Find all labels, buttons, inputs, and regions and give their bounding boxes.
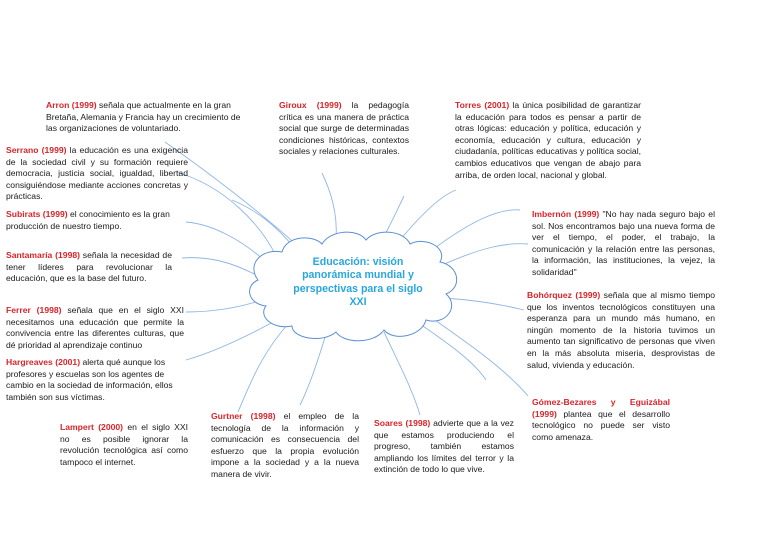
note-text: "No hay nada seguro bajo el sol. Nos encontramos bajo una nueva forma de ver el tiempo, el poder, el trabajo, la comunicación y la relación entre las personas, la información, las instituciones, la vejez, la solidaridad" — [532, 209, 715, 277]
connector-torres — [384, 196, 404, 236]
note-gomez-bezares — [532, 397, 670, 443]
connector-bohorquez — [444, 298, 524, 310]
note-author: Gurtner (1998) — [211, 411, 276, 421]
note-bohorquez — [527, 290, 715, 371]
connector-giroux — [322, 173, 336, 240]
connector-subirats — [186, 222, 266, 262]
note-author: Imbernón (1999) — [532, 209, 600, 219]
connector-ferrer — [186, 300, 262, 312]
note-text: el conocimiento es la gran producción de nuestro tiempo. — [6, 209, 170, 231]
note-author: Lampert (2000) — [60, 422, 124, 432]
note-author: Bohórquez (1999) — [527, 290, 601, 300]
connector-lampert — [238, 322, 290, 412]
connector-serrano-2 — [232, 200, 296, 250]
note-text: alerta qué aunque los profesores y escuelas son los agentes de cambio en la sociedad de información, ellos también son sus víctimas. — [6, 357, 173, 402]
note-santamaria — [6, 250, 172, 285]
note-author: Soares (1998) — [374, 418, 431, 428]
note-author: Santamaría (1998) — [6, 250, 80, 260]
note-text: advierte que a la vez que estamos produciendo el progreso, también estamos ampliando los límites del terror y la extinción de todo lo que vive. — [374, 418, 514, 475]
connector-imbernon — [432, 210, 520, 250]
note-serrano — [6, 145, 188, 203]
note-text: la educación es una exigencia de la sociedad civil y su formación requiere democracia, justicia social, igualdad, libertad consiguiéndose mediante acciones concretas y prácticas. — [6, 145, 188, 202]
note-text: la pedagogía crítica es una manera de práctica social que surge de determinadas condiciones históricas, contextos sociales y relaciones culturales. — [279, 100, 409, 157]
connector-santamaria — [182, 258, 258, 276]
note-ferrer — [6, 305, 184, 351]
note-author: Hargreaves (2001) — [6, 357, 81, 367]
note-text: el empleo de la tecnología de la información y comunicación es consecuencia del esfuerzo que la propia evolución impone a la sociedad y a la nueva manera de vivir. — [211, 411, 359, 479]
note-imbernon — [532, 209, 715, 279]
note-text: la única posibilidad de garantizar la educación para todos es pensar a partir de otras lógicas: educación y política, educación y economía, educación y cultura, educación y ciudadanía, políticas educativas y política social, cambios educativos que vengan de abajo para arriba, de orden local, nacional y global. — [455, 100, 641, 180]
connector-torres-2 — [400, 190, 456, 240]
connector-imbernon-2 — [440, 244, 528, 266]
connector-gurtner — [300, 328, 328, 405]
note-lampert — [60, 422, 188, 468]
note-torres — [455, 100, 641, 181]
note-text: señala que en el siglo XXI necesitamos una educación que permite la convivencia entre las diferentes culturas, que dé prioridad al aprendizaje continuo — [6, 305, 184, 350]
note-giroux — [279, 100, 409, 158]
note-author: Gómez-Bezares y Eguizábal (1999) — [532, 397, 670, 419]
note-subirats — [6, 209, 188, 232]
central-topic-title: Educación: visión panorámica mundial y perspectivas para el siglo XXI — [293, 256, 423, 309]
note-author: Arron (1999) — [46, 100, 97, 110]
note-author: Giroux (1999) — [279, 100, 342, 110]
connector-gomez — [432, 318, 528, 396]
note-author: Subirats (1999) — [6, 209, 68, 219]
connector-soares — [384, 332, 420, 415]
note-text: señala que actualmente en la gran Bretaña, Alemania y Francia hay un crecimiento de las organizaciones de voluntariado. — [46, 100, 241, 134]
note-text: señala la necesidad de tener líderes para revolucionar la educación, que es la base del futuro. — [6, 250, 172, 284]
note-soares — [374, 418, 514, 476]
note-arron — [46, 100, 248, 135]
note-author: Torres (2001) — [455, 100, 510, 110]
note-text: señala que al mismo tiempo que los inventos tecnológicos constituyen una esperanza para un mundo más humano, en ningún momento de la historia tuvimos un aumento tan significativo de personas que viven en la más absoluta miseria, desprovistas de salud, vivienda y educación. — [527, 290, 715, 370]
connector-hargreaves — [186, 316, 284, 360]
note-author: Ferrer (1998) — [6, 305, 62, 315]
note-hargreaves — [6, 357, 186, 403]
note-author: Serrano (1999) — [6, 145, 67, 155]
note-gurtner — [211, 411, 359, 481]
note-text: en el siglo XXI no es posible ignorar la revolución tecnológica así como tampoco el internet. — [60, 422, 188, 467]
note-text: plantea que el desarrollo tecnológico no puede ser visto como amenaza. — [532, 408, 670, 442]
